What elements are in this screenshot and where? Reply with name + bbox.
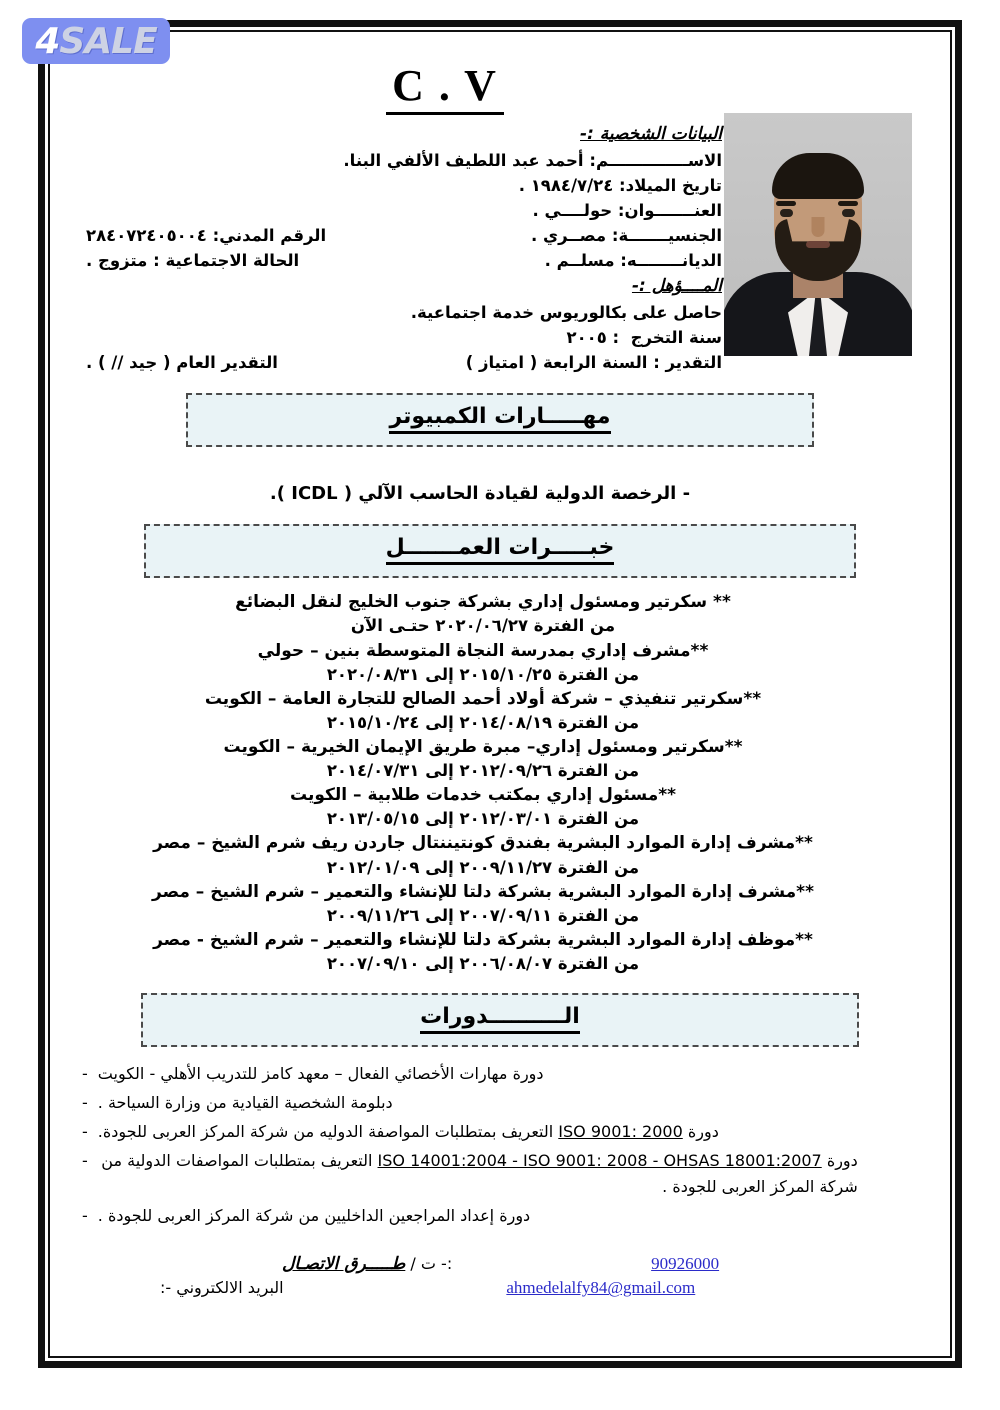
- course-bullet: -: [82, 1064, 88, 1084]
- experience-dates: من الفترة ٢٠٠٧/٠٩/١١ إلى ٢٠٠٩/١١/٢٦: [326, 905, 640, 925]
- qualification-grade-label: التقدير: [665, 353, 722, 373]
- contact-email-value-wrap: [284, 1278, 918, 1298]
- course-bullet: -: [82, 1150, 88, 1170]
- contact-email-link[interactable]: ahmedelalfy84@gmail.com: [506, 1278, 696, 1298]
- contact-email-row: [82, 1278, 918, 1298]
- personal-value-religion: : مسلــم .: [544, 251, 627, 271]
- personal-row-nationality: [82, 223, 722, 248]
- course-bullet: -: [82, 1121, 88, 1141]
- experience-item: [82, 590, 918, 637]
- section-box-computer-skills: [186, 393, 814, 447]
- experience-dates: من الفترة ٢٠١٤/٠٨/١٩ إلى ٢٠١٥/١٠/٢٤: [326, 712, 640, 732]
- contact-heading: طـــــرق الاتصـال: [282, 1254, 406, 1275]
- personal-data-section: [82, 65, 722, 375]
- cv-content: [56, 38, 944, 1350]
- experience-item: [82, 687, 918, 734]
- experience-dates: من الفترة ٢٠٢٠/٠٦/٢٧ حتـى الآن: [350, 616, 616, 636]
- experience-title: ** سكرتير ومسئول إداري بشركة جنوب الخليج لنقل البضائع: [235, 592, 731, 613]
- experience-list: [82, 590, 918, 975]
- qualification-graduation-year: سنة التخرج : ٢٠٠٥: [566, 328, 722, 348]
- qualification-heading-row: [82, 273, 722, 300]
- personal-value-address: : حولــــي .: [532, 200, 625, 220]
- personal-data-heading: البيانات الشخصية :-: [580, 124, 722, 144]
- course-iso-code: ISO 9001: 2000: [558, 1121, 683, 1141]
- course-item: [82, 1061, 904, 1087]
- course-item: [82, 1148, 904, 1200]
- qualification-heading: المــــؤهل :-: [631, 276, 722, 297]
- personal-row-address: [82, 198, 722, 223]
- photo-nose: [812, 217, 825, 237]
- experience-item: [82, 928, 918, 975]
- computer-skill-item-icdl: - الرخصة الدولية لقيادة الحاسب الآلي ( ICDL ).: [269, 483, 691, 505]
- experience-title: **مشرف إداري بمدرسة النجاة المتوسطة بنين – حولي: [257, 640, 709, 661]
- course-prefix: دورة: [821, 1150, 858, 1170]
- personal-row-name: [82, 148, 722, 173]
- photo-eye-left: [780, 209, 793, 217]
- course-bullet: -: [82, 1205, 88, 1225]
- experience-title: **مشرف إدارة الموارد البشرية بفندق كونتيننتال جاردن ريف شرم الشيخ – مصر: [153, 833, 813, 854]
- contact-section: [82, 1254, 918, 1298]
- experience-item: [82, 639, 918, 686]
- personal-label-address: العنـــــــوان: [624, 200, 722, 220]
- course-item: [82, 1203, 904, 1229]
- photo-mouth: [806, 241, 830, 248]
- personal-value-birthdate: : ١٩٨٤/٧/٢٤ .: [518, 175, 626, 195]
- personal-row-birthdate: [82, 173, 722, 198]
- personal-row-religion: [82, 248, 722, 273]
- personal-label-birthdate: تاريخ الميلاد: [625, 175, 722, 195]
- course-item: [82, 1090, 904, 1116]
- contact-phone-row: [82, 1254, 918, 1274]
- experience-item: [82, 831, 918, 878]
- course-prefix: دورة: [682, 1121, 719, 1141]
- watermark-label: [35, 21, 156, 62]
- header-block: [82, 65, 918, 375]
- course-iso-code: ISO 14001:2004 - ISO 9001: 2008 - OHSAS 18001:2007: [377, 1150, 822, 1170]
- photo-eye-right: [842, 209, 855, 217]
- photo-container: [722, 113, 912, 356]
- experience-title: **سكرتير تنفيذي – شركة أولاد أحمد الصالح للتجارة العامة – الكويت: [204, 688, 762, 709]
- photo-eyebrow-left: [776, 201, 796, 206]
- watermark-logo: [22, 18, 170, 64]
- experience-dates: من الفترة ٢٠٠٦/٠٨/٠٧ إلى ٢٠٠٧/٠٩/١٠: [326, 953, 640, 973]
- courses-heading: الــــــــــدورات: [420, 1004, 580, 1034]
- experience-dates: من الفترة ٢٠٠٩/١١/٢٧ إلى ٢٠١٢/٠١/٠٩: [326, 857, 640, 877]
- course-item: [82, 1119, 904, 1145]
- photo-hair: [772, 153, 864, 199]
- experience-dates: من الفترة ٢٠١٢/٠٣/٠١ إلى ٢٠١٣/٠٥/١٥: [326, 809, 640, 829]
- course-text-composite: [98, 1119, 719, 1145]
- experience-title: **سكرتير ومسئول إداري– مبرة طريق الإيمان الخيرية – الكويت: [223, 736, 743, 757]
- computer-skills-heading: مهـــــارات الكمبيوتر: [389, 404, 610, 434]
- course-text: دبلومة الشخصية القيادية من وزارة السياحة .: [97, 1092, 393, 1112]
- contact-email-label: البريد الالكتروني -:: [160, 1278, 284, 1298]
- experience-item: [82, 735, 918, 782]
- course-bullet: -: [82, 1092, 88, 1112]
- personal-data-heading-row: [82, 121, 722, 148]
- experience-heading: خبـــــرات العمـــــــل: [386, 535, 615, 565]
- experience-item: [82, 783, 918, 830]
- course-text: دورة إعداد المراجعين الداخليين من شركة المركز العربى للجودة .: [97, 1205, 531, 1225]
- photo-eyebrow-right: [838, 201, 858, 206]
- watermark-word: SALE: [59, 20, 157, 62]
- personal-label-name: الاســــــــــــــم: [595, 150, 722, 170]
- section-box-experience: [144, 524, 856, 578]
- course-text: دورة مهارات الأخصائي الفعال – معهد كامز للتدريب الأهلي - الكويت: [97, 1064, 544, 1084]
- personal-value-name: : أحمد عبد اللطيف الألفي البنا.: [343, 150, 596, 170]
- qualification-grade-row: [82, 350, 722, 375]
- personal-label-nationality: الجنسيـــــــة: [618, 226, 722, 246]
- course-suffix: التعريف بمتطلبات المواصفات الدولية من شركة المركز العربى للجودة .: [101, 1150, 858, 1196]
- course-suffix: التعريف بمتطلبات المواصفة الدوليه من شركة المركز العربى للجودة.: [97, 1121, 559, 1141]
- experience-title: **مشرف إدارة الموارد البشرية بشركة دلتا للإنشاء والتعمير – شرم الشيخ – مصر: [152, 881, 814, 902]
- personal-value-nationality: : مصــري .: [531, 226, 619, 246]
- contact-phone-value-wrap: [452, 1254, 918, 1274]
- page-title-text: C . V: [386, 61, 504, 115]
- personal-marital-status: الحالة الاجتماعية : متزوج .: [86, 251, 300, 271]
- course-text-composite: [98, 1148, 858, 1200]
- contact-phone-link[interactable]: 90926000: [651, 1254, 720, 1274]
- qualification-grade-value: : السنة الرابعة ( امتياز ): [465, 353, 660, 373]
- qualification-overall-grade: التقدير العام ( جيد // ) .: [86, 353, 278, 373]
- experience-item: [82, 880, 918, 927]
- experience-dates: من الفترة ٢٠١٢/٠٩/٢٦ إلى ٢٠١٤/٠٧/٣١: [326, 761, 640, 781]
- qualification-degree: حاصل على بكالوريوس خدمة اجتماعية.: [410, 303, 722, 323]
- experience-title: **موظف إدارة الموارد البشرية بشركة دلتا للإنشاء والتعمير – شرم الشيخ - مصر: [153, 929, 813, 950]
- experience-dates: من الفترة ٢٠١٥/١٠/٢٥ إلى ٢٠٢٠/٠٨/٣١: [326, 664, 640, 684]
- personal-civil-id: الرقم المدني: ٢٨٤٠٧٢٤٠٥٠٠٤: [86, 226, 327, 246]
- watermark-digit: 4: [35, 20, 60, 62]
- section-box-courses: [141, 993, 859, 1047]
- candidate-photo: [724, 113, 912, 356]
- experience-title: **مسئول إداري بمكتب خدمات طلابية – الكويت: [289, 785, 677, 806]
- contact-phone-label: :- ت /: [410, 1254, 453, 1274]
- courses-list: [82, 1061, 918, 1228]
- personal-label-religion: الديانــــــــه: [626, 251, 722, 271]
